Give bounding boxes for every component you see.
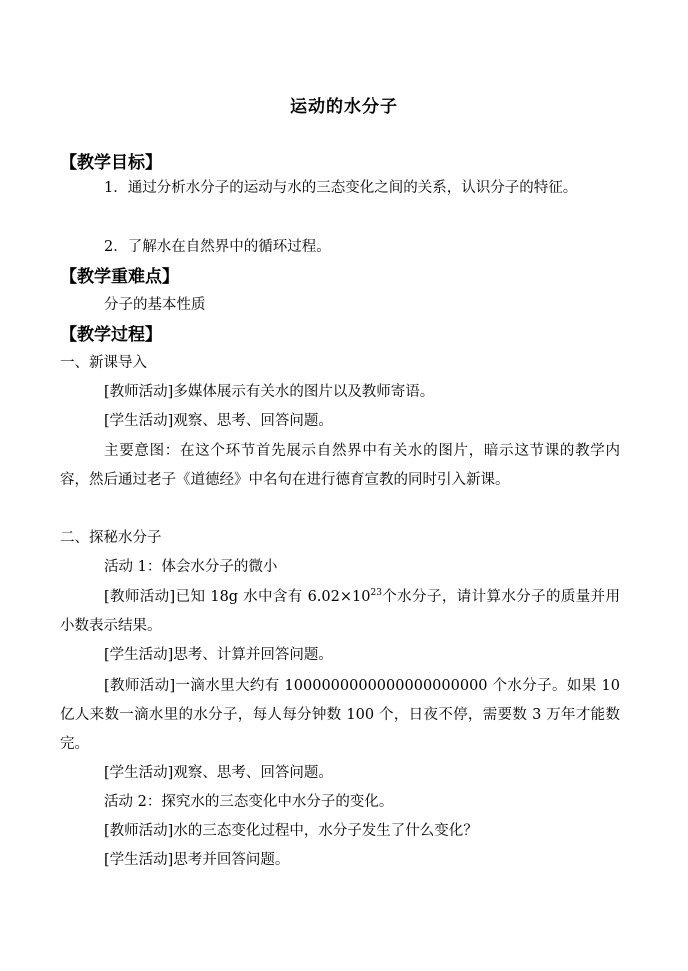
activity-2-teacher: [教师活动]水的三态变化过程中，水分子发生了什么变化？	[104, 823, 478, 839]
heading-teaching-goals: 【教学目标】	[60, 153, 162, 173]
a1-teacher-post: 个水分子，请计算水分子的质量并用小数表示结果。	[60, 589, 621, 634]
heading-key-points: 【教学重难点】	[60, 267, 179, 287]
part2-heading: 二、探秘水分子	[60, 530, 162, 546]
activity-1-student-2: [学生活动]观察、思考、回答问题。	[104, 765, 333, 781]
goal-2: 2．了解水在自然界中的循环过程。	[104, 239, 331, 255]
part1-student-activity: [学生活动]观察、思考、回答问题。	[104, 413, 333, 429]
activity-2-title: 活动 2：探究水的三态变化中水分子的变化。	[104, 794, 394, 810]
exponent: 23	[370, 588, 382, 598]
part1-intent: 主要意图：在这个环节首先展示自然界中有关水的图片，暗示这节课的教学内容，然后通过老子《道德经》中名句在进行德育宣教的同时引入新课。	[60, 443, 620, 488]
activity-1-title: 活动 1：体会水分子的微小	[104, 559, 278, 575]
heading-teaching-process: 【教学过程】	[60, 325, 162, 345]
goal-1: 1．通过分析水分子的运动与水的三态变化之间的关系，认识分子的特征。	[104, 180, 578, 196]
part1-teacher-activity: [教师活动]多媒体展示有关水的图片以及教师寄语。	[104, 384, 435, 400]
activity-1-teacher	[60, 583, 620, 641]
activity-1-teacher-2: [教师活动]一滴水里大约有 1000000000000000000000 个水分子。如果 10 亿人来数一滴水里的水分子，每人每分钟数 100 个，日夜不停，需要数 3 万年才能数完。	[60, 678, 620, 752]
activity-2-student: [学生活动]思考并回答问题。	[104, 852, 290, 868]
part1-heading: 一、新课导入	[60, 355, 147, 371]
a1-teacher-pre: [教师活动]已知 18g 水中含有 6.02×10	[104, 589, 371, 605]
activity-1-student: [学生活动]思考、计算并回答问题。	[104, 647, 333, 663]
document-title: 运动的水分子	[290, 97, 398, 117]
key-points-text: 分子的基本性质	[104, 297, 206, 313]
